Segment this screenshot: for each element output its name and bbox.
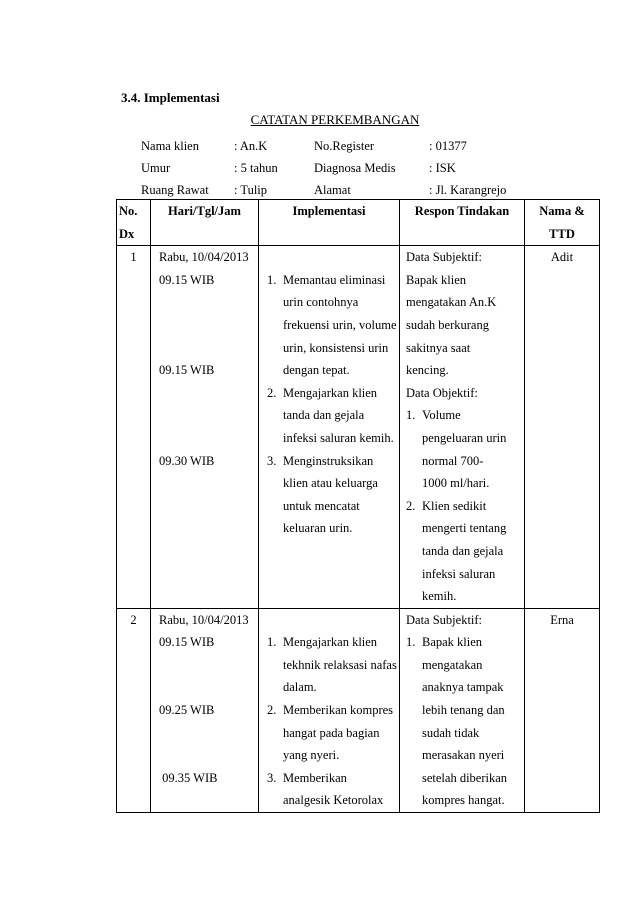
- text-line: [404, 269, 524, 292]
- list-text: urin contohnya: [283, 295, 359, 310]
- time-line: [159, 722, 258, 745]
- text-line: [404, 337, 524, 360]
- list-text: Data Subjektif:: [406, 250, 483, 265]
- patient-info: [141, 135, 506, 201]
- header-no: No. Dx: [117, 200, 151, 246]
- list-text: klien atau keluarga: [283, 476, 378, 491]
- text-line: [265, 450, 399, 473]
- list-text: sudah tidak: [422, 725, 480, 740]
- text-line: [265, 767, 399, 790]
- cell-no: [117, 608, 151, 812]
- info-label: Diagnosa Medis: [314, 161, 396, 175]
- list-number: 1.: [406, 635, 416, 650]
- info-row: [141, 179, 506, 201]
- time-line: [159, 654, 258, 677]
- list-number: 2.: [267, 703, 277, 718]
- text-line: [265, 359, 399, 382]
- list-text: 1000 ml/hari.: [422, 476, 490, 491]
- text-line: [265, 722, 399, 745]
- list-text: kencing.: [406, 363, 449, 378]
- list-number: 2.: [406, 498, 416, 513]
- text-line: [404, 744, 524, 767]
- text-line: [404, 359, 524, 382]
- text-line: [404, 789, 524, 812]
- list-text: Mengajarkan klien: [283, 385, 378, 400]
- section-heading: 3.4. Implementasi: [121, 90, 220, 105]
- table-row: [117, 246, 600, 609]
- list-text: tekhnik relaksasi nafas: [283, 657, 397, 672]
- text-line: [265, 609, 399, 632]
- text-line: [404, 699, 524, 722]
- list-text: Volume: [422, 408, 461, 423]
- info-label: Ruang Rawat: [141, 183, 209, 197]
- text-line: [265, 631, 399, 654]
- time-line: [159, 427, 258, 450]
- header-implementasi: Implementasi: [259, 200, 400, 246]
- list-text: sakitnya saat: [406, 340, 471, 355]
- info-row: [141, 135, 506, 157]
- list-text: normal 700-: [422, 453, 484, 468]
- time-line: Rabu, 10/04/2013: [159, 250, 249, 265]
- text-line: [265, 337, 399, 360]
- text-line: [265, 291, 399, 314]
- list-text: dengan tepat.: [283, 363, 350, 378]
- info-value: : Jl. Karangrejo: [429, 183, 507, 197]
- list-text: analgesik Ketorolax: [283, 793, 384, 808]
- list-text: Memberikan kompres: [283, 703, 394, 718]
- list-text: untuk mencatat: [283, 498, 360, 513]
- info-label: Alamat: [314, 183, 351, 197]
- list-text: infeksi saluran kemih.: [283, 430, 394, 445]
- time-line: Rabu, 10/04/2013: [159, 612, 249, 627]
- cell-no: [117, 246, 151, 609]
- list-text: anaknya tampak: [422, 680, 504, 695]
- list-text: Menginstruksikan: [283, 453, 374, 468]
- list-text: setelah diberikan: [422, 770, 508, 785]
- info-label: Umur: [141, 161, 171, 175]
- list-number: 1.: [406, 408, 416, 423]
- time-line: 09.30 WIB: [159, 453, 215, 468]
- text-line: [265, 517, 399, 540]
- list-text: Bapak klien: [406, 272, 467, 287]
- list-text: Mengajarkan klien: [283, 635, 378, 650]
- time-line: [159, 676, 258, 699]
- text-line: [265, 654, 399, 677]
- list-text: tanda dan gejala: [422, 543, 504, 558]
- list-text: hangat pada bagian: [283, 725, 380, 740]
- signature-name: Adit: [550, 250, 574, 265]
- list-text: kompres hangat.: [422, 793, 505, 808]
- list-text: sudah berkurang: [406, 317, 489, 332]
- list-number: 1.: [267, 635, 277, 650]
- header-nama: Nama & TTD: [525, 200, 600, 246]
- text-line: [404, 609, 524, 632]
- text-line: [404, 540, 524, 563]
- time-line: [159, 291, 258, 314]
- time-line: [159, 744, 258, 767]
- time-line: [159, 314, 258, 337]
- cell-implementasi: [259, 608, 400, 812]
- cell-implementasi: [259, 246, 400, 609]
- time-line: [159, 382, 258, 405]
- time-line: [159, 404, 258, 427]
- list-text: tanda dan gejala: [283, 408, 365, 423]
- list-text: yang nyeri.: [283, 748, 340, 763]
- list-text: lebih tenang dan: [422, 703, 505, 718]
- text-line: [404, 404, 524, 427]
- list-text: Memberikan: [283, 770, 347, 785]
- info-value: : 5 tahun: [234, 161, 278, 175]
- list-text: infeksi saluran: [422, 566, 496, 581]
- list-text: Data Subjektif:: [406, 612, 483, 627]
- text-line: [404, 427, 524, 450]
- info-value: : ISK: [429, 161, 456, 175]
- info-label: No.Register: [314, 139, 375, 153]
- list-text: frekuensi urin, volume: [283, 317, 397, 332]
- list-text: urin, konsistensi urin: [283, 340, 389, 355]
- text-line: [404, 654, 524, 677]
- header-respon: Respon Tindakan: [400, 200, 525, 246]
- text-line: [265, 472, 399, 495]
- cell-hari: [151, 246, 259, 609]
- text-line: [404, 291, 524, 314]
- text-line: [265, 699, 399, 722]
- list-text: pengeluaran urin: [422, 430, 507, 445]
- list-text: mengatakan: [422, 657, 483, 672]
- text-line: [265, 246, 399, 269]
- info-value: : An.K: [234, 139, 268, 153]
- list-text: kemih.: [422, 589, 457, 604]
- cell-hari: [151, 608, 259, 812]
- text-line: [404, 382, 524, 405]
- time-line: [159, 337, 258, 360]
- text-line: [404, 246, 524, 269]
- text-line: [404, 495, 524, 518]
- text-line: [265, 314, 399, 337]
- list-number: 3.: [267, 453, 277, 468]
- list-text: dalam.: [283, 680, 317, 695]
- time-line: 09.15 WIB: [159, 363, 215, 378]
- list-text: merasakan nyeri: [422, 748, 505, 763]
- time-line: 09.25 WIB: [159, 703, 215, 718]
- cell-nama: [525, 246, 600, 609]
- list-text: keluaran urin.: [283, 521, 353, 536]
- list-text: Klien sedikit: [422, 498, 487, 513]
- table-row: [117, 608, 600, 812]
- list-number: 3.: [267, 770, 277, 785]
- time-line: 09.35 WIB: [159, 770, 218, 785]
- text-line: [265, 427, 399, 450]
- list-number: 1.: [267, 272, 277, 287]
- text-line: [404, 631, 524, 654]
- text-line: [404, 314, 524, 337]
- info-label: Nama klien: [141, 139, 199, 153]
- list-number: 2.: [267, 385, 277, 400]
- text-line: [265, 744, 399, 767]
- text-line: [404, 585, 524, 608]
- list-text: Data Objektif:: [406, 385, 478, 400]
- text-line: [404, 563, 524, 586]
- info-value: : Tulip: [234, 183, 268, 197]
- cell-respon: [400, 246, 525, 609]
- text-line: [404, 472, 524, 495]
- header-hari: Hari/Tgl/Jam: [151, 200, 259, 246]
- list-text: mengerti tentang: [422, 521, 507, 536]
- row-number: 1: [130, 250, 137, 265]
- time-line: 09.15 WIB: [159, 635, 215, 650]
- time-line: 09.15 WIB: [159, 272, 215, 287]
- list-text: mengatakan An.K: [406, 295, 497, 310]
- list-text: Memantau eliminasi: [283, 272, 386, 287]
- progress-table: [116, 199, 600, 813]
- text-line: [265, 269, 399, 292]
- cell-nama: [525, 608, 600, 812]
- list-text: Bapak klien: [422, 635, 483, 650]
- row-number: 2: [130, 612, 137, 627]
- text-line: [265, 789, 399, 812]
- info-row: [141, 157, 506, 179]
- info-value: : 01377: [429, 139, 467, 153]
- text-line: [265, 495, 399, 518]
- text-line: [404, 517, 524, 540]
- document-title: CATATAN PERKEMBANGAN: [250, 112, 420, 127]
- signature-name: Erna: [550, 612, 574, 627]
- text-line: [404, 450, 524, 473]
- text-line: [265, 404, 399, 427]
- cell-respon: [400, 608, 525, 812]
- text-line: [404, 676, 524, 699]
- text-line: [404, 722, 524, 745]
- text-line: [265, 382, 399, 405]
- text-line: [265, 676, 399, 699]
- text-line: [404, 767, 524, 790]
- table-header-row: [117, 200, 600, 246]
